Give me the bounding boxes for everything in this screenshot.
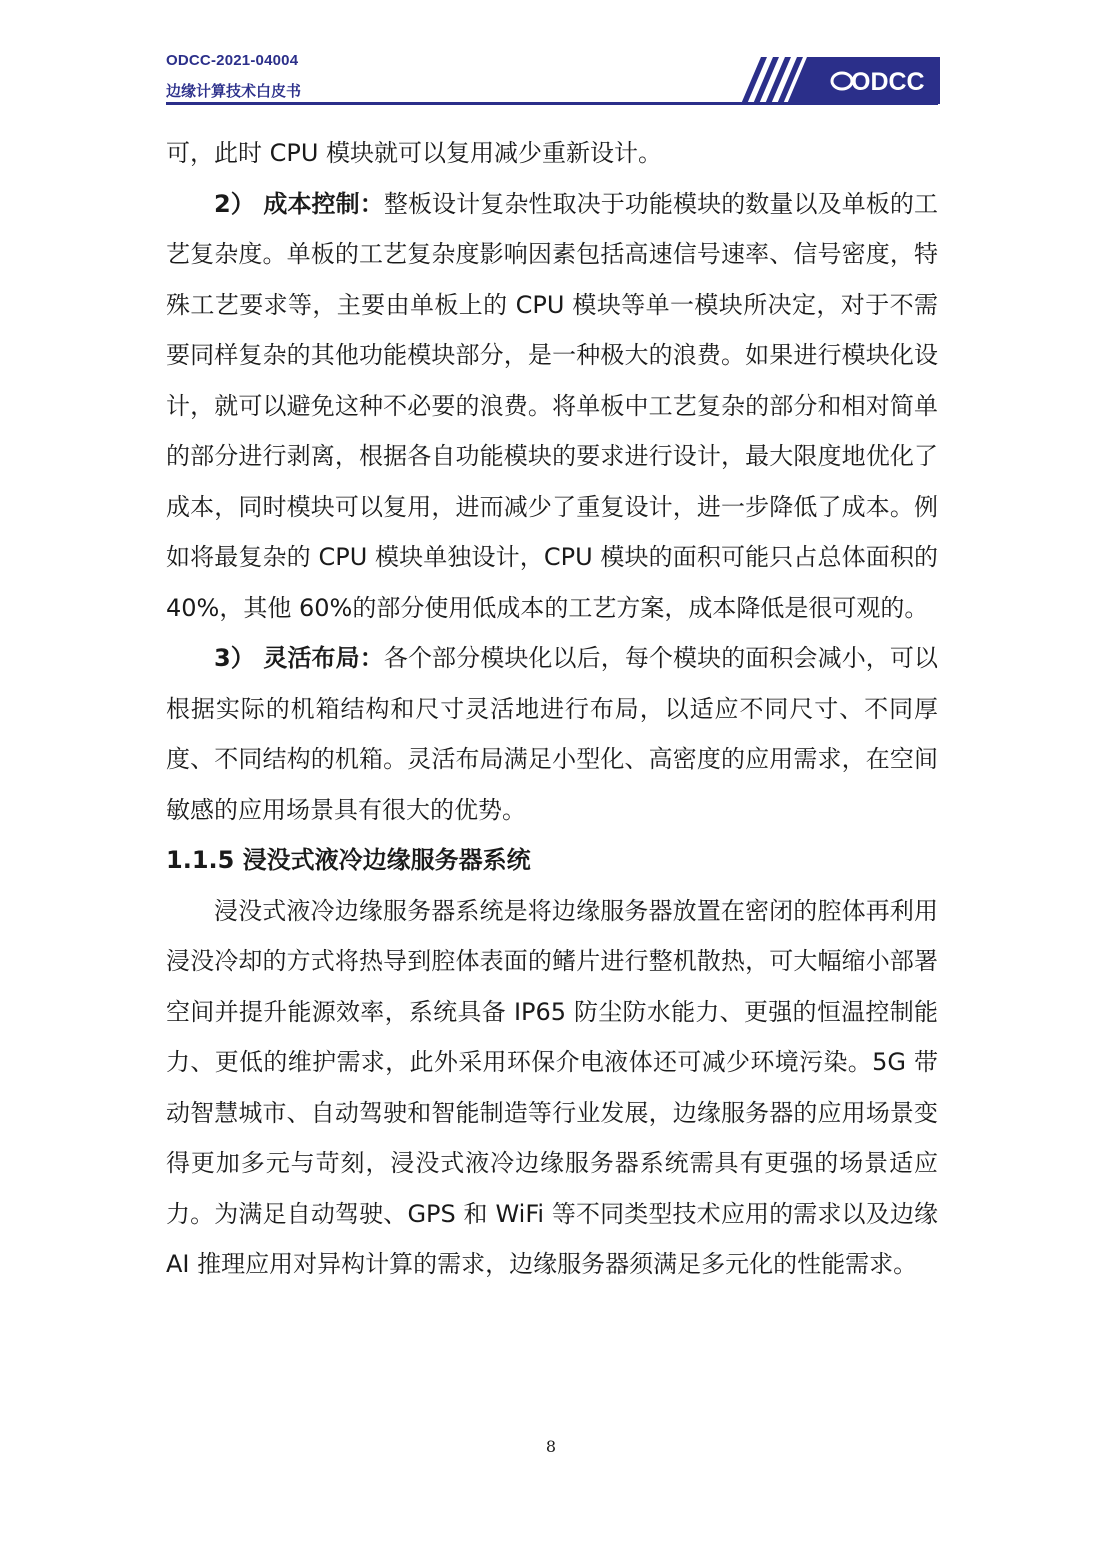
document-title: 边缘计算技术白皮书 bbox=[166, 82, 302, 100]
header-rule bbox=[166, 102, 938, 105]
flexible-layout-text: 各个部分模块化以后，每个模块的面积会减小，可以根据实际的机箱结构和尺寸灵活地进行布局，以适应不同尺寸、不同厚度、不同结构的机箱。灵活布局满足小型化、高密度的应用需求，在空间敏感的应用场景具有很大的优势。 bbox=[166, 644, 938, 824]
cost-control-label: 2） 成本控制： bbox=[214, 189, 384, 218]
cost-control-text: 整板设计复杂性取决于功能模块的数量以及单板的工艺复杂度。单板的工艺复杂度影响因素包括高速信号速率、信号密度，特殊工艺要求等，主要由单板上的 CPU 模块等单一模块所决定，对于不需要同样复杂的其他功能模块部分，是一种极大的浪费。如果进行模块化设计，就可以避免这种不必要的浪费。将单板中工艺复杂的部分和相对简单的部分进行剥离，根据各自功能模块的要求进行设计，最大限度地优化了成本，同时模块可以复用，进而减少了重复设计，进一步降低了成本。例如将最复杂的 CPU 模块单独设计，CPU 模块的面积可能只占总体面积的 40%，其他 60%的部分使用低成本的工艺方案，成本降低是很可观的。 bbox=[166, 189, 938, 622]
paragraph-continuation: 可，此时 CPU 模块就可以复用减少重新设计。 bbox=[166, 139, 663, 167]
flexible-layout-label: 3） 灵活布局： bbox=[214, 644, 384, 672]
odcc-logo bbox=[735, 57, 940, 104]
logo-text: ODCC bbox=[851, 68, 925, 96]
document-code: ODCC-2021-04004 bbox=[166, 52, 299, 69]
paragraph-cost-control bbox=[166, 179, 938, 634]
paragraph-flexible-layout bbox=[166, 633, 938, 835]
page-number: 8 bbox=[545, 1437, 557, 1456]
body-text bbox=[166, 128, 938, 1290]
section-heading: 1.1.5 浸没式液冷边缘服务器系统 bbox=[166, 846, 531, 874]
paragraph-immersion-cooling: 浸没式液冷边缘服务器系统是将边缘服务器放置在密闭的腔体再利用浸没冷却的方式将热导到腔体表面的鳍片进行整机散热，可大幅缩小部署空间并提升能源效率，系统具备 IP65 防尘防水能力、更强的恒温控制能力、更低的维护需求，此外采用环保介电液体还可减少环境污染。5G 带动智慧城市、自动驾驶和智能制造等行业发展，边缘服务器的应用场景变得更加多元与苛刻，浸没式液冷边缘服务器系统需具有更强的场景适应力。为满足自动驾驶、GPS 和 WiFi 等不同类型技术应用的需求以及边缘 AI 推理应用对异构计算的需求，边缘服务器须满足多元化的性能需求。 bbox=[166, 896, 938, 1278]
